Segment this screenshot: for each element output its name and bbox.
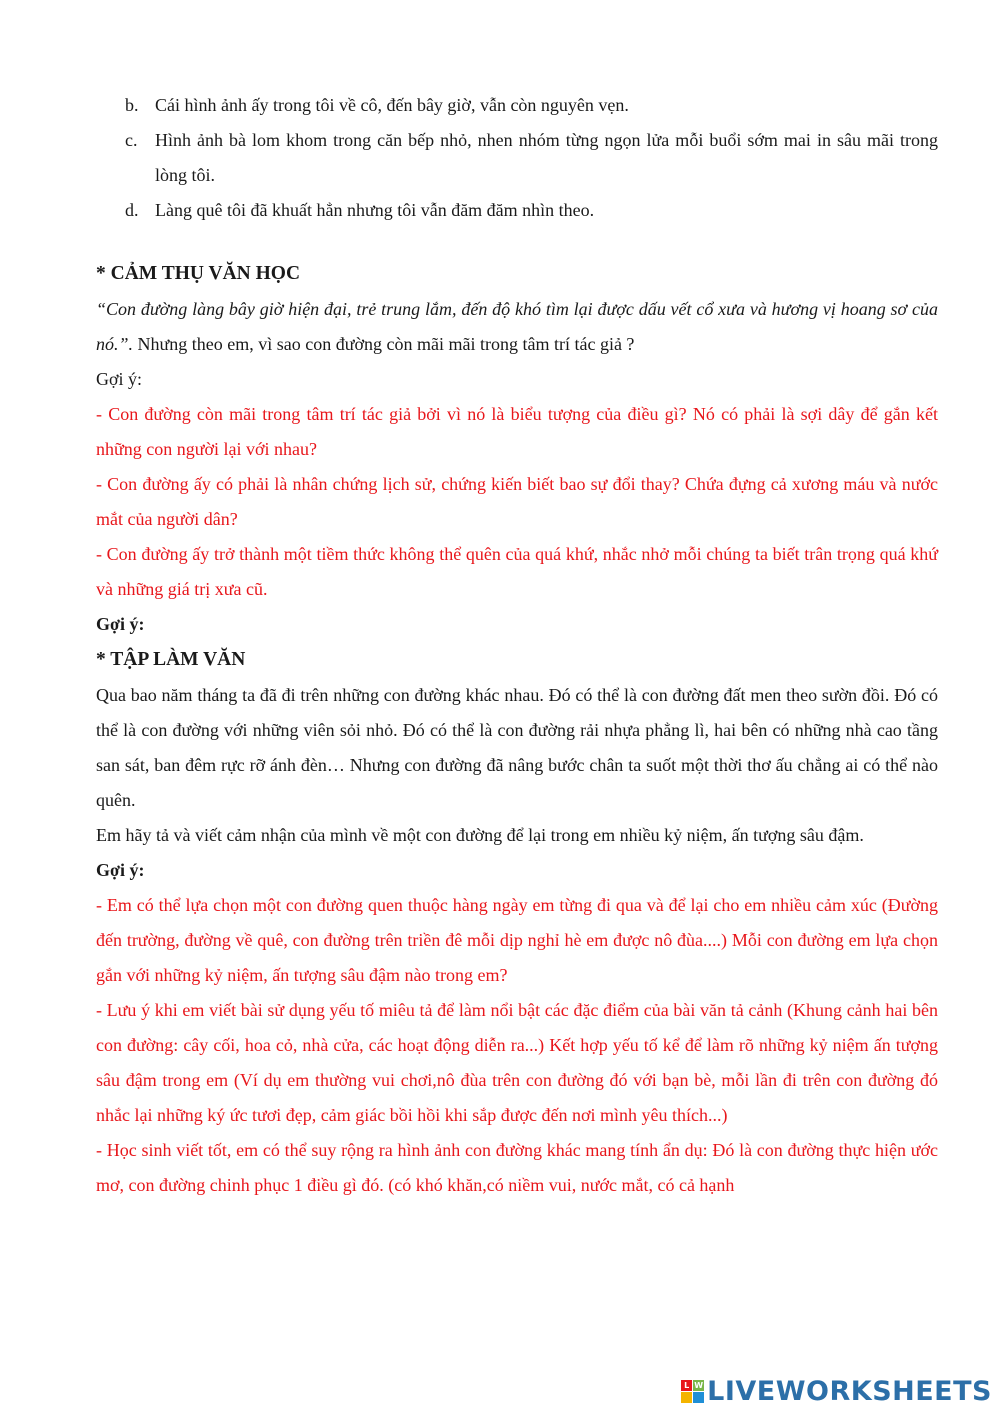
option-b xyxy=(96,88,938,123)
hint-item: - Học sinh viết tốt, em có thể suy rộng ra hình ảnh con đường khác mang tính ẩn dụ: Đó là con đường thực hiện ước mơ, con đường chinh phục 1 điều gì đó. (có khó khăn,có niềm vui, nước mắt, có cả hạnh xyxy=(96,1140,938,1195)
tap-lam-van-intro: Qua bao năm tháng ta đã đi trên những con đường khác nhau. Đó có thể là con đường đất men theo sườn đồi. Đó có thể là con đường với những viên sỏi nhỏ. Đó có thể là con đường rải nhựa phẳng lì, hai bên có những nhà cao tầng san sát, ban đêm rực rỡ ánh đèn… Nhưng con đường đã nâng bước chân ta suốt một thời thơ ấu chẳng ai có thể nào quên. xyxy=(96,685,938,810)
liveworksheets-logo xyxy=(681,1376,992,1407)
hint-label-bold: Gợi ý: xyxy=(96,614,145,634)
option-label: d. xyxy=(125,200,139,220)
option-text: Hình ảnh bà lom khom trong căn bếp nhỏ, nhen nhóm từng ngọn lửa mỗi buổi sớm mai in sâu mãi trong lòng tôi. xyxy=(155,130,938,185)
section-heading-tap-lam-van: * TẬP LÀM VĂN xyxy=(96,649,246,670)
worksheet-page xyxy=(96,88,938,1203)
option-label: b. xyxy=(125,95,139,115)
tap-lam-van-task: Em hãy tả và viết cảm nhận của mình về một con đường để lại trong em nhiều kỷ niệm, ấn tượng sâu đậm. xyxy=(96,825,864,845)
hint-item: - Con đường ấy có phải là nhân chứng lịch sử, chứng kiến biết bao sự đổi thay? Chứa đựng cả xương máu và nước mắt của người dân? xyxy=(96,474,938,529)
option-c xyxy=(96,123,938,193)
option-text: Cái hình ảnh ấy trong tôi về cô, đến bây giờ, vẫn còn nguyên vẹn. xyxy=(155,95,629,115)
section-heading-cam-thu: * CẢM THỤ VĂN HỌC xyxy=(96,263,301,284)
hint-item: - Con đường ấy trở thành một tiềm thức không thể quên của quá khứ, nhắc nhở mỗi chúng ta biết trân trọng quá khứ và những giá trị xưa cũ. xyxy=(96,544,938,599)
logo-blocks-icon: L W xyxy=(681,1380,704,1403)
hint-label: Gợi ý: xyxy=(96,369,143,389)
hint-label-bold: Gợi ý: xyxy=(96,860,145,880)
cam-thu-prompt xyxy=(96,292,938,362)
option-d xyxy=(96,193,938,228)
option-label: c. xyxy=(125,130,138,150)
hint-item: - Lưu ý khi em viết bài sử dụng yếu tố miêu tả để làm nổi bật các đặc điểm của bài văn tả cảnh (Khung cảnh hai bên con đường: cây cối, hoa cỏ, nhà cửa, các hoạt động diễn ra...) Kết hợp yếu tố kể để làm rõ những kỷ niệm ấn tượng sâu đậm trong em (Ví dụ em thường vui chơi,nô đùa trên con đường đó với bạn bè, mỗi lần đi trên con đường đó nhắc lại những ký ức tươi đẹp, cảm giác bồi hồi khi sắp được đến nơi mình yêu thích...) xyxy=(96,1000,938,1125)
logo-text: LIVEWORKSHEETS xyxy=(707,1376,992,1407)
hint-item: - Con đường còn mãi trong tâm trí tác giả bởi vì nó là biểu tượng của điều gì? Nó có phải là sợi dây để gắn kết những con người lại với nhau? xyxy=(96,404,938,459)
hint-item: - Em có thể lựa chọn một con đường quen thuộc hàng ngày em từng đi qua và để lại cho em nhiều cảm xúc (Đường đến trường, đường về quê, con đường trên triền đê mỗi dịp nghỉ hè em được nô đùa....) Mỗi con đường em lựa chọn gắn với những kỷ niệm, ấn tượng sâu đậm nào trong em? xyxy=(96,895,938,985)
option-text: Làng quê tôi đã khuất hẳn nhưng tôi vẫn đăm đăm nhìn theo. xyxy=(155,200,595,220)
quote-text: “Con đường làng bây giờ hiện đại, trẻ trung lắm, đến độ khó tìm lại được dấu vết cổ xưa và hương vị hoang sơ của nó.”. xyxy=(96,299,938,354)
question-text: Nhưng theo em, vì sao con đường còn mãi mãi trong tâm trí tác giả ? xyxy=(133,334,635,354)
